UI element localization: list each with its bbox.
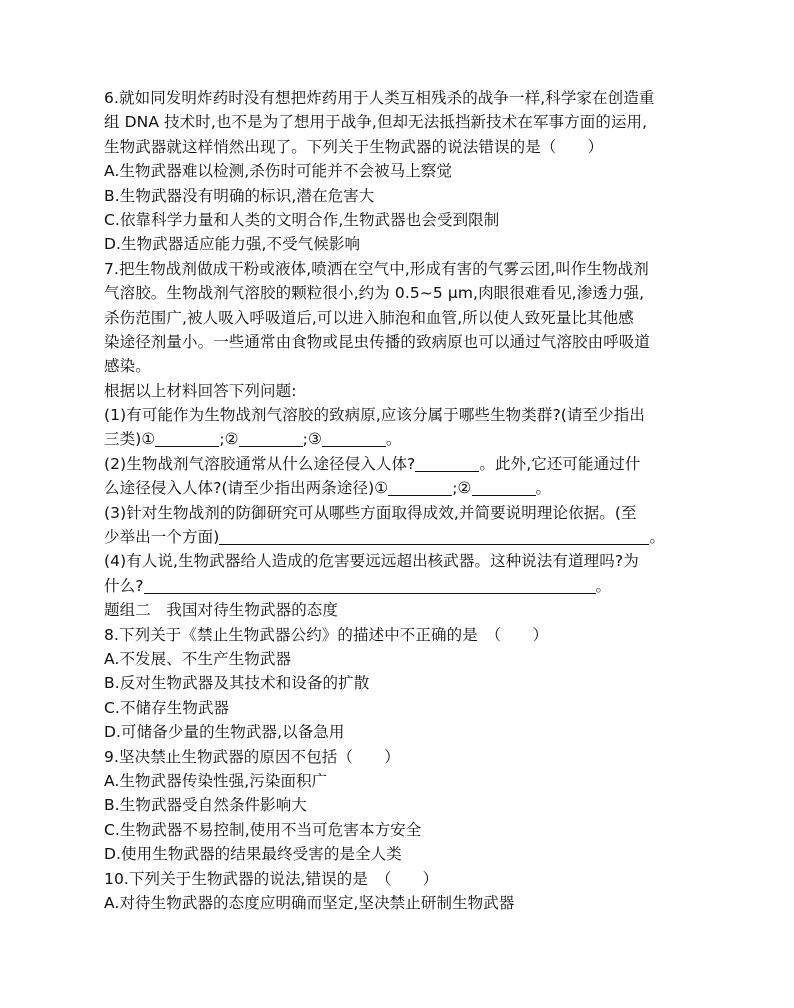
q7-sub2-l2-end: 。	[535, 479, 552, 498]
q8-option-b: B.反对生物武器及其技术和设备的扩散	[104, 674, 370, 693]
answer-blank-1-1[interactable]	[155, 430, 219, 447]
q6-option-a: A.生物武器难以检测,杀伤时可能并不会被马上察觉	[104, 162, 453, 181]
answer-blank-2-1[interactable]	[415, 455, 479, 472]
q9-option-a: A.生物武器传染性强,污染面积广	[104, 771, 328, 790]
q7-sub1-sep1: ;②	[219, 430, 239, 449]
q7-sub1-sep2: ;③	[302, 430, 322, 449]
q6-line-3: 生物武器就这样悄然出现了。下列关于生物武器的说法错误的是（ ）	[104, 137, 604, 156]
q7-sub2-prefix: (2)生物战剂气溶胶通常从什么途径侵入人体?	[104, 454, 416, 473]
answer-blank-1-2[interactable]	[239, 430, 303, 447]
q6-option-d: D.生物武器适应能力强,不受气候影响	[104, 235, 361, 254]
q9-option-d: D.使用生物武器的结果最终受害的是全人类	[104, 845, 402, 864]
q8-option-d: D.可储备少量的生物武器,以备急用	[104, 723, 345, 742]
q8-option-c: C.不储存生物武器	[104, 698, 230, 717]
q7-line-3: 杀伤范围广,被人吸入呼吸道后,可以进入肺泡和血管,所以使人致死量比其他感	[104, 308, 634, 327]
q7-intro: 根据以上材料回答下列问题:	[104, 381, 297, 400]
answer-blank-1-3[interactable]	[322, 430, 386, 447]
q8-stem: 8.下列关于《禁止生物武器公约》的描述中不正确的是 （ ）	[104, 625, 549, 644]
q7-line-5: 感染。	[104, 357, 151, 376]
q7-sub4-line-2	[104, 574, 694, 598]
q6-line-1: 6.就如同发明炸药时没有想把炸药用于人类互相残杀的战争一样,科学家在创造重	[104, 89, 655, 107]
q10-stem: 10.下列关于生物武器的说法,错误的是 （ ）	[104, 869, 439, 888]
q9-stem: 9.坚决禁止生物武器的原因不包括（ ）	[104, 747, 400, 766]
question-content	[104, 86, 694, 915]
q7-sub3-end: 。	[649, 528, 665, 547]
answer-blank-4[interactable]	[144, 577, 596, 594]
q7-sub2-l2-prefix: 么途径侵入人体?(请至少指出两条途径)①	[104, 479, 389, 498]
q6-option-c: C.依靠科学力量和人类的文明合作,生物武器也会受到限制	[104, 210, 500, 229]
q7-sub1-end: 。	[386, 430, 402, 449]
answer-blank-3[interactable]	[219, 528, 649, 545]
q7-sub4-prefix: 什么?	[104, 576, 144, 595]
q7-line-4: 染途径剂量小。一些通常由食物或昆虫传播的致病原也可以通过气溶胶由呼吸道	[104, 332, 651, 351]
q7-sub2-l2-sep: ;②	[452, 479, 472, 498]
q7-sub1-line-1: (1)有可能作为生物战剂气溶胶的致病原,应该分属于哪些生物类群?(请至少指出	[104, 406, 645, 425]
q6-line-2: 组 DNA 技术时,也不是为了想用于战争,但却无法抵挡新技术在军事方面的运用,	[104, 113, 648, 132]
q7-sub3-line-2	[104, 525, 694, 549]
group2-title: 题组二 我国对待生物武器的态度	[104, 601, 339, 620]
q7-sub2-line-1	[104, 452, 694, 476]
answer-blank-2-3[interactable]	[472, 479, 536, 496]
q7-sub4-line-1: (4)有人说,生物武器给人造成的危害要远远超出核武器。这种说法有道理吗?为	[104, 552, 639, 571]
q7-sub2-line-2	[104, 476, 694, 500]
q8-option-a: A.不发展、不生产生物武器	[104, 649, 292, 668]
q7-sub3-prefix: 少举出一个方面)	[104, 528, 220, 547]
q7-line-2: 气溶胶。生物战剂气溶胶的颗粒很小,约为 0.5~5 μm,肉眼很难看见,渗透力强,	[104, 284, 645, 303]
q7-line-1: 7.把生物战剂做成干粉或液体,喷洒在空气中,形成有害的气雾云团,叫作生物战剂	[104, 259, 649, 278]
q9-option-c: C.生物武器不易控制,使用不当可危害本方安全	[104, 820, 422, 839]
q7-sub3-line-1: (3)针对生物战剂的防御研究可从哪些方面取得成效,并简要说明理论依据。(至	[104, 503, 637, 522]
q7-sub4-end: 。	[595, 576, 612, 595]
q7-sub2-end: 。此外,它还可能通过什	[479, 454, 641, 473]
q7-sub1-prefix: 三类)①	[104, 430, 156, 449]
q6-option-b: B.生物武器没有明确的标识,潜在危害大	[104, 186, 375, 205]
q10-option-a: A.对待生物武器的态度应明确而坚定,坚决禁止研制生物武器	[104, 893, 515, 912]
q9-option-b: B.生物武器受自然条件影响大	[104, 796, 307, 815]
q7-sub1-line-2	[104, 427, 694, 451]
answer-blank-2-2[interactable]	[388, 479, 452, 496]
